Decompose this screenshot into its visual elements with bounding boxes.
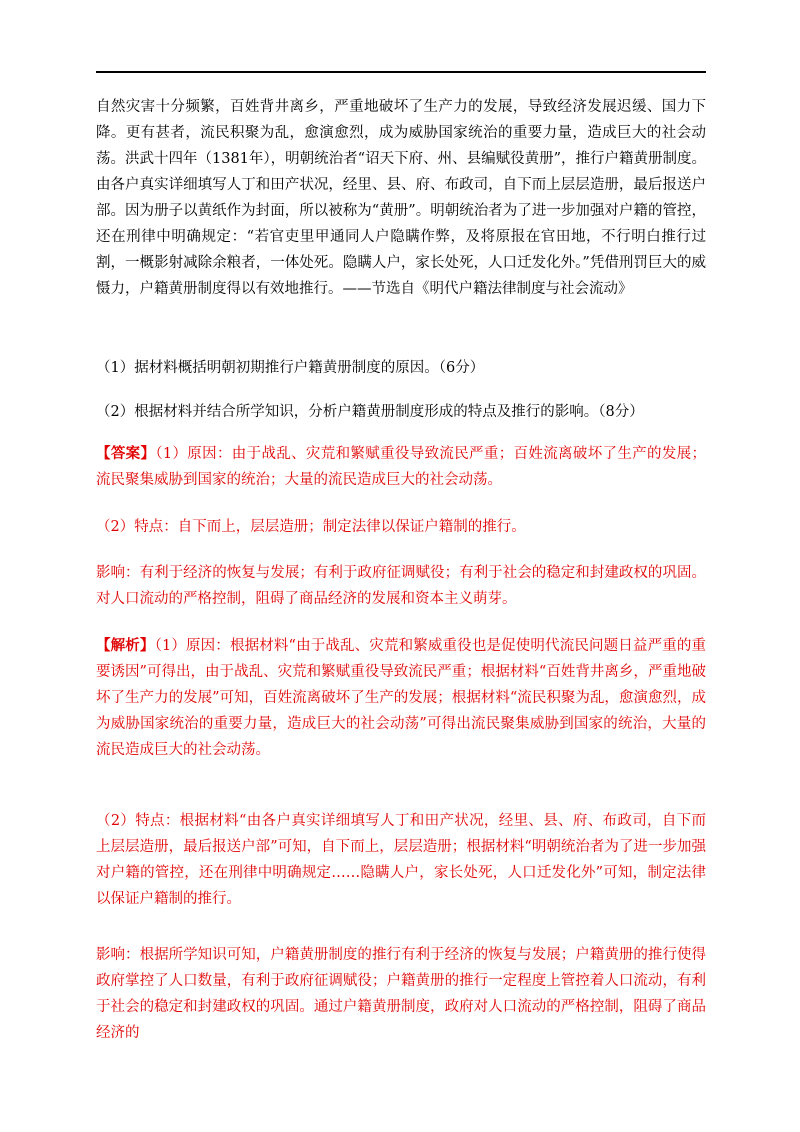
analysis-tag: 【解析】 [96,637,155,654]
question-1: （1）据材料概括明朝初期推行户籍黄册制度的原因。（6分） [96,360,485,376]
question-2: （2）根据材料并结合所学知识，分析户籍黄册制度形成的特点及推行的影响。（8分） [96,404,644,420]
answer-part-1-text: （1）原因：由于战乱、灾荒和繁赋重役导致流民严重；百姓流离破坏了生产的发展；流民聚集威胁到国家的统治；大量的流民造成巨大的社会动荡。 [96,446,706,488]
header-rule [96,71,706,73]
analysis-part-3: 影响：根据所学知识可知，户籍黄册制度的推行有利于经济的恢复与发展；户籍黄册的推行使得政府掌控了人口数量，有利于政府征调赋役；户籍黄册的推行一定程度上管控着人口流动，有利于社会的稳定和封建政权的巩固。通过户籍黄册制度，政府对人口流动的严格控制，阻碍了商品经济的 [96,947,706,1041]
analysis-part-2: （2）特点：根据材料“由各户真实详细填写人丁和田产状况，经里、县、府、布政司，自下而上层层造册，最后报送户部”可知，自下而上，层层造册；根据材料“明朝统治者为了进一步加强对户籍的管控，还在刑律中明确规定……隐瞒人户，家长处死，人口迁发化外”可知，制定法律以保证户籍制的推行。 [96,813,706,907]
analysis-part-1-text: （1）原因：根据材料“由于战乱、灾荒和繁威重役也是促使明代流民问题日益严重的重要诱因”可得出，由于战乱、灾荒和繁赋重役导致流民严重；根据材料“百姓背井离乡，严重地破坏了生产力的发展”可知，百姓流离破坏了生产的发展；根据材料“流民积聚为乱，愈演愈烈，成为威胁国家统治的重要力量，造成巨大的社会动荡”可得出流民聚集威胁到国家的统治，大量的流民造成巨大的社会动荡。 [96,638,707,758]
answer-part-1 [96,441,706,493]
answer-part-3: 影响：有利于经济的恢复与发展；有利于政府征调赋役；有利于社会的稳定和封建政权的巩固。对人口流动的严格控制，阻碍了商品经济的发展和资本主义萌芽。 [96,565,706,607]
answer-part-2: （2）特点：自下而上，层层造册；制定法律以保证户籍制的推行。 [96,519,526,535]
answer-tag: 【答案】 [96,445,156,462]
material-paragraph: 自然灾害十分频繁，百姓背井离乡，严重地破坏了生产力的发展，导致经济发展迟缓、国力下降。更有甚者，流民积聚为乱，愈演愈烈，成为威胁国家统治的重要力量，造成巨大的社会动荡。洪武十四年（1381年），明朝统治者“诏天下府、州、县编赋役黄册”，推行户籍黄册制度。由各户真实详细填写人丁和田产状况，经里、县、府、布政司，自下而上层层造册，最后报送户部。因为册子以黄纸作为封面，所以被称为“黄册”。明朝统治者为了进一步加强对户籍的管控，还在刑律中明确规定：“若官吏里甲通同人户隐瞒作弊，及将原报在官田地，不行明白推行过割，一概影射减除余粮者，一体处死。隐瞒人户，家长处死，人口迁发化外。”凭借刑罚巨大的威慑力，户籍黄册制度得以有效地推行。——节选自《明代户籍法律制度与社会流动》 [96,99,706,297]
analysis-part-1 [96,633,706,763]
